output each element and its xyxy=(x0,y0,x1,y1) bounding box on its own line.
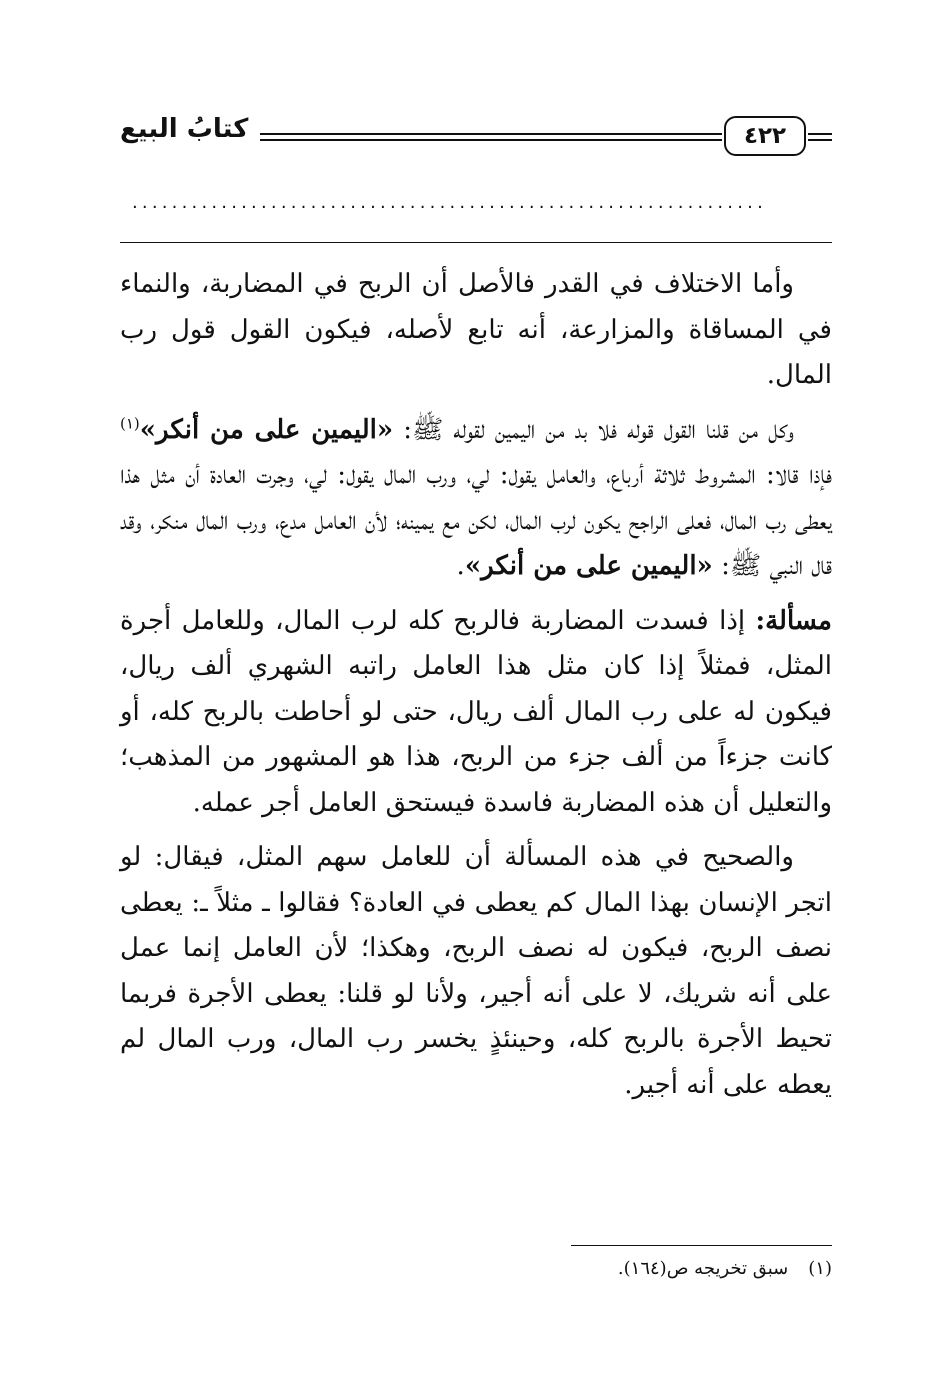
page-header xyxy=(120,112,832,162)
paragraph xyxy=(120,599,832,827)
page-number: ٤٢٢ xyxy=(724,116,806,156)
header-rule-right-bottom xyxy=(808,139,832,141)
paragraph-text: فإذا قالا: المشروط ثلاثة أرباع، والعامل يقول: لي، ورب المال يقول: لي، وجرت العادة أن مثل هذا يعطى رب المال، فعلى الراجح يكون لرب المال، لكن مع يمينه؛ لأن العامل مدع، ورب المال منكر، وقد قال النبي ﷺ: xyxy=(120,460,832,581)
paragraph xyxy=(120,262,832,399)
footnote xyxy=(400,1258,832,1279)
header-rule-right-top xyxy=(808,133,832,135)
paragraph xyxy=(120,408,832,590)
book-title: كتابُ البيع xyxy=(120,114,249,144)
header-rule-top xyxy=(260,133,722,135)
header-rule-bottom xyxy=(260,139,722,141)
hadith-quote: «اليمين على من أنكر» xyxy=(464,551,713,581)
paragraph-text: إذا فسدت المضاربة فالربح كله لرب المال، وللعامل أجرة المثل، فمثلاً إذا كان مثل هذا العامل راتبه الشهري ألف ريال، فيكون له على رب المال ألف ريال، حتى لو أحاطت بالربح كله، أو كانت جزءاً من ألف جزء من الربح، هذا هو المشهور من المذهب؛ والتعليل أن هذه المضاربة فاسدة فيستحق العامل أجر عمله. xyxy=(120,605,832,818)
footnote-rule xyxy=(571,1245,832,1246)
dotted-separator: ................................................................ xyxy=(132,192,767,213)
issue-label: مسألة: xyxy=(755,605,832,636)
paragraph-text: وكل من قلنا القول قوله فلا بد من اليمين لقوله ﷺ: xyxy=(393,414,794,445)
section-rule xyxy=(120,242,832,243)
paragraph-text: وأما الاختلاف في القدر فالأصل أن الربح في المضاربة، والنماء في المساقاة والمزارعة، أنه تابع لأصله، فيكون القول قول رب المال. xyxy=(120,269,832,390)
main-text xyxy=(120,262,832,1117)
footnote-marker: (١) xyxy=(120,413,140,432)
footnote-text: سبق تخريجه ص(١٦٤). xyxy=(617,1258,789,1279)
hadith-quote: «اليمين على من أنكر» xyxy=(139,414,394,445)
paragraph-text: . xyxy=(456,551,465,581)
footnote-number: (١) xyxy=(808,1258,832,1279)
paragraph xyxy=(120,835,832,1108)
paragraph-text: والصحيح في هذه المسألة أن للعامل سهم المثل، فيقال: لو اتجر الإنسان بهذا المال كم يعطى في العادة؟ فقالوا ـ مثلاً ـ: يعطى نصف الربح، فيكون له نصف الربح، وهكذا؛ لأن العامل إنما عمل على أنه شريك، لا على أنه أجير، ولأنا لو قلنا: يعطى الأجرة فربما تحيط الأجرة بالربح كله، وحينئذٍ يخسر رب المال، ورب المال لم يعطه على أنه أجير. xyxy=(120,842,832,1100)
